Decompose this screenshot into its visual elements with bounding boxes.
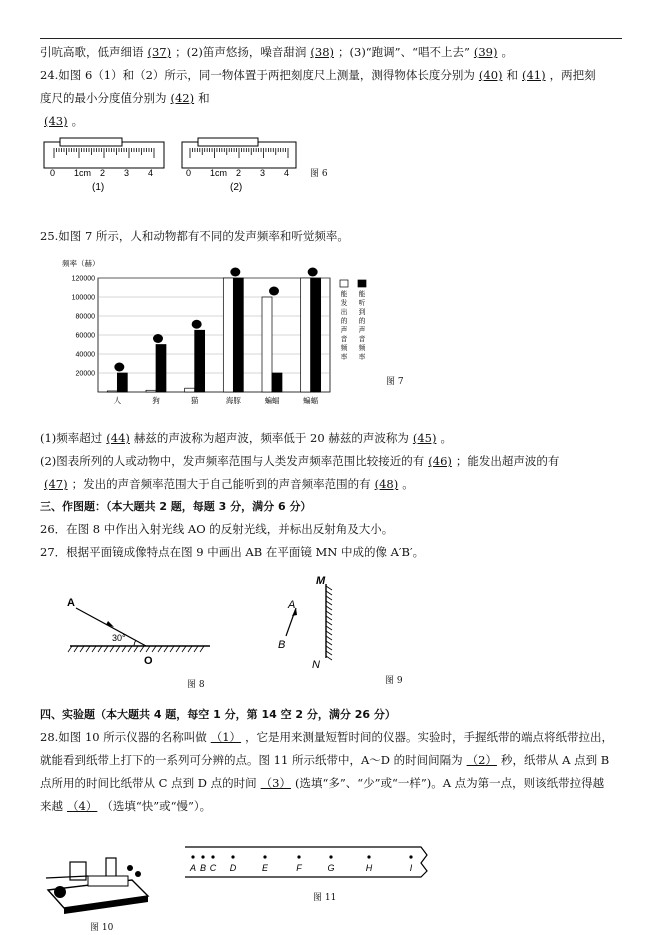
q28-line2: 就能看到纸带上打下的一系列可分辨的点。图 11 所示纸带中，A～D 的时间间隔为 （2） 秒，纸带从 A 点到 B <box>40 753 610 767</box>
tape-dot <box>297 855 300 858</box>
animal-icon <box>269 287 279 296</box>
x-tick-label: 蝙蝠 <box>303 396 319 405</box>
tape-dot <box>367 855 370 858</box>
blank-40[interactable]: (40) <box>478 68 503 82</box>
bar-emit <box>146 390 156 392</box>
object-2 <box>198 138 258 146</box>
svg-text:N: N <box>312 659 320 671</box>
legend-char: 声 <box>340 327 348 334</box>
figure-9 <box>274 572 354 672</box>
q28-line4: 来越 （4） （选填“快”或“慢”）。 <box>40 799 212 813</box>
animal-icon <box>230 268 240 277</box>
svg-text:1cm: 1cm <box>210 168 228 178</box>
q28-line3: 点所用的时间比纸带从 C 点到 D 点的时间 （3） (选填“多”、“少”或“一样”)。A 点为第一点，则该纸带拉得越 <box>40 776 605 790</box>
x-tick-label: 蝙蝠 <box>264 396 280 405</box>
q27-text: 27．根据平面镜成像特点在图 9 中画出 AB 在平面镜 MN 中成的像 A′B′。 <box>40 545 425 559</box>
svg-text:2: 2 <box>236 168 242 178</box>
fig11-caption: 图 11 <box>313 893 337 903</box>
fig7-caption: 图 7 <box>386 377 404 387</box>
legend-char: 的 <box>340 318 348 325</box>
svg-text:A: A <box>288 599 296 611</box>
section-3-heading: 三、作图题：（本大题共 2 题，每题 3 分，满分 6 分） <box>40 500 312 513</box>
svg-text:(1): (1) <box>92 182 105 193</box>
legend-char: 频 <box>358 345 366 352</box>
blank-39[interactable]: (39) <box>473 45 498 59</box>
q28-blank-1[interactable]: （1） <box>210 730 242 744</box>
svg-text:0: 0 <box>186 168 192 178</box>
blank-47[interactable]: (47) <box>44 477 68 491</box>
q26-text: 26．在图 8 中作出入射光线 AO 的反射光线，并标出反射角及大小。 <box>40 522 394 536</box>
blank-37[interactable]: (37) <box>147 45 172 59</box>
svg-text:(2): (2) <box>230 182 243 193</box>
legend-char: 出 <box>340 309 348 316</box>
svg-text:A: A <box>67 597 75 609</box>
svg-text:30°: 30° <box>112 633 126 643</box>
y-axis-label: 频率（赫） <box>62 259 100 268</box>
tape-dot <box>211 855 214 858</box>
figure-10-ticker-timer <box>44 852 156 916</box>
top-rule <box>40 38 622 39</box>
fig9-caption: 图 9 <box>385 676 403 686</box>
bar-hear <box>117 373 127 392</box>
legend-char: 频 <box>340 345 348 352</box>
q28-line1: 28.如图 10 所示仪器的名称叫做 （1） ，它是用来测量短暂时间的仪器。实验时，手握纸带的端点将纸带拉出， <box>40 730 614 744</box>
svg-text:0: 0 <box>50 168 56 178</box>
legend-char: 的 <box>358 318 366 325</box>
tape-point-label: B <box>199 863 207 873</box>
blank-42[interactable]: (42) <box>170 91 195 105</box>
blank-48[interactable]: (48) <box>374 477 399 491</box>
legend-swatch <box>358 280 366 287</box>
legend-char: 音 <box>358 336 366 343</box>
svg-text:4: 4 <box>148 168 154 178</box>
x-tick-label: 人 <box>113 396 122 405</box>
svg-text:M: M <box>316 575 326 587</box>
legend-char: 能 <box>340 291 348 298</box>
blank-45[interactable]: (45) <box>412 431 437 445</box>
animal-icon <box>308 268 318 277</box>
q24-line2: 度尺的最小分度值分别为 (42) 和 <box>40 91 210 105</box>
q25-2-line2: (47) ；发出的声音频率范围大于自己能听到的声音频率范围的有 (48) 。 <box>40 476 414 492</box>
legend-char: 声 <box>358 327 366 334</box>
tape-point-label: H <box>365 863 373 873</box>
tape-dot <box>201 855 204 858</box>
bar-hear <box>272 373 282 392</box>
legend-swatch <box>340 280 348 287</box>
bar-emit <box>223 278 233 392</box>
blank-43[interactable]: (43) <box>44 114 68 128</box>
svg-text:O: O <box>144 655 153 667</box>
bar-hear <box>195 330 205 392</box>
tape-point-label: D <box>229 863 237 873</box>
animal-icon <box>153 334 163 343</box>
bar-hear <box>311 278 321 392</box>
blank-41[interactable]: (41) <box>522 68 546 82</box>
fig6-caption: 图 6 <box>310 169 328 179</box>
animal-icon <box>114 363 124 372</box>
tape-dot <box>231 855 234 858</box>
tape-dot <box>329 855 332 858</box>
blank-46[interactable]: (46) <box>428 454 452 468</box>
ruler-1 <box>44 138 164 193</box>
q28-blank-4[interactable]: （4） <box>67 799 98 813</box>
q28-blank-2[interactable]: （2） <box>466 753 497 767</box>
svg-text:3: 3 <box>124 168 130 178</box>
q25-2-line1: (2)图表所列的人或动物中，发声频率范围与人类发声频率范围比较接近的有 (46) ；能发出超声波的有 <box>40 454 560 468</box>
q25-line: 25.如图 7 所示，人和动物都有不同的发声频率和听觉频率。 <box>40 229 349 243</box>
legend-char: 到 <box>358 309 366 316</box>
tape-point-label: I <box>409 863 413 873</box>
blank-44[interactable]: (44) <box>106 431 130 445</box>
bar-emit <box>301 278 311 392</box>
x-tick-label: 海豚 <box>225 396 241 405</box>
tape-point-label: A <box>189 863 197 873</box>
animal-icon <box>192 320 202 329</box>
legend-char: 发 <box>340 300 348 307</box>
legend-char: 率 <box>340 354 348 361</box>
tape-dot <box>263 855 266 858</box>
figure-7-chart <box>62 256 372 408</box>
bar-hear <box>233 278 243 392</box>
svg-text:1cm: 1cm <box>74 168 92 178</box>
bar-emit <box>107 391 117 392</box>
tape-dot <box>191 855 194 858</box>
bar-emit <box>262 297 272 392</box>
figure-6 <box>40 136 340 200</box>
y-tick-label: 80000 <box>75 313 95 321</box>
q24-line3: (43) 。 <box>40 113 83 129</box>
svg-text:B: B <box>278 639 286 651</box>
x-tick-label: 狗 <box>152 396 160 405</box>
x-tick-label: 猫 <box>190 396 199 405</box>
bar-hear <box>156 345 166 393</box>
q23-line: 引吭高歌，低声细语 (37) ；(2)笛声悠扬，噪音甜润 (38) ；(3)“跑调”、“唱不上去” (39) 。 <box>40 45 513 59</box>
legend-char: 音 <box>340 336 348 343</box>
tape-point-label: E <box>261 863 269 873</box>
ruler-2 <box>182 138 296 193</box>
tape-dot <box>409 855 412 858</box>
blank-38[interactable]: (38) <box>310 45 335 59</box>
tape-point-label: F <box>296 863 302 873</box>
svg-text:2: 2 <box>100 168 106 178</box>
tape-point-label: C <box>209 863 217 873</box>
section-4-heading: 四、实验题（本大题共 4 题，每空 1 分，第 14 空 2 分，满分 26 分） <box>40 708 396 721</box>
y-tick-label: 20000 <box>75 370 95 378</box>
figure-11-paper-tape <box>183 843 433 879</box>
svg-text:4: 4 <box>284 168 290 178</box>
y-tick-label: 100000 <box>71 294 95 302</box>
figure-8 <box>62 592 222 672</box>
y-tick-label: 120000 <box>71 275 95 283</box>
svg-text:3: 3 <box>260 168 266 178</box>
object-1 <box>60 138 122 146</box>
q24-line1: 24.如图 6（1）和（2）所示，同一物体置于两把刻度尺上测量，测得物体长度分别为 (40) 和 (41) ，两把刻 <box>40 68 596 82</box>
legend-char: 能 <box>358 291 366 298</box>
y-tick-label: 60000 <box>75 332 95 340</box>
y-tick-label: 40000 <box>75 351 95 359</box>
bar-emit <box>185 388 195 392</box>
fig10-caption: 图 10 <box>90 923 114 933</box>
q25-1-line: (1)频率超过 (44) 赫兹的声波称为超声波，频率低于 20 赫兹的声波称为 (45) 。 <box>40 431 452 445</box>
q28-blank-3[interactable]: （3） <box>260 776 291 790</box>
legend-char: 率 <box>358 354 366 361</box>
fig8-caption: 图 8 <box>187 680 205 690</box>
legend-char: 听 <box>358 300 366 307</box>
tape-point-label: G <box>327 863 335 873</box>
